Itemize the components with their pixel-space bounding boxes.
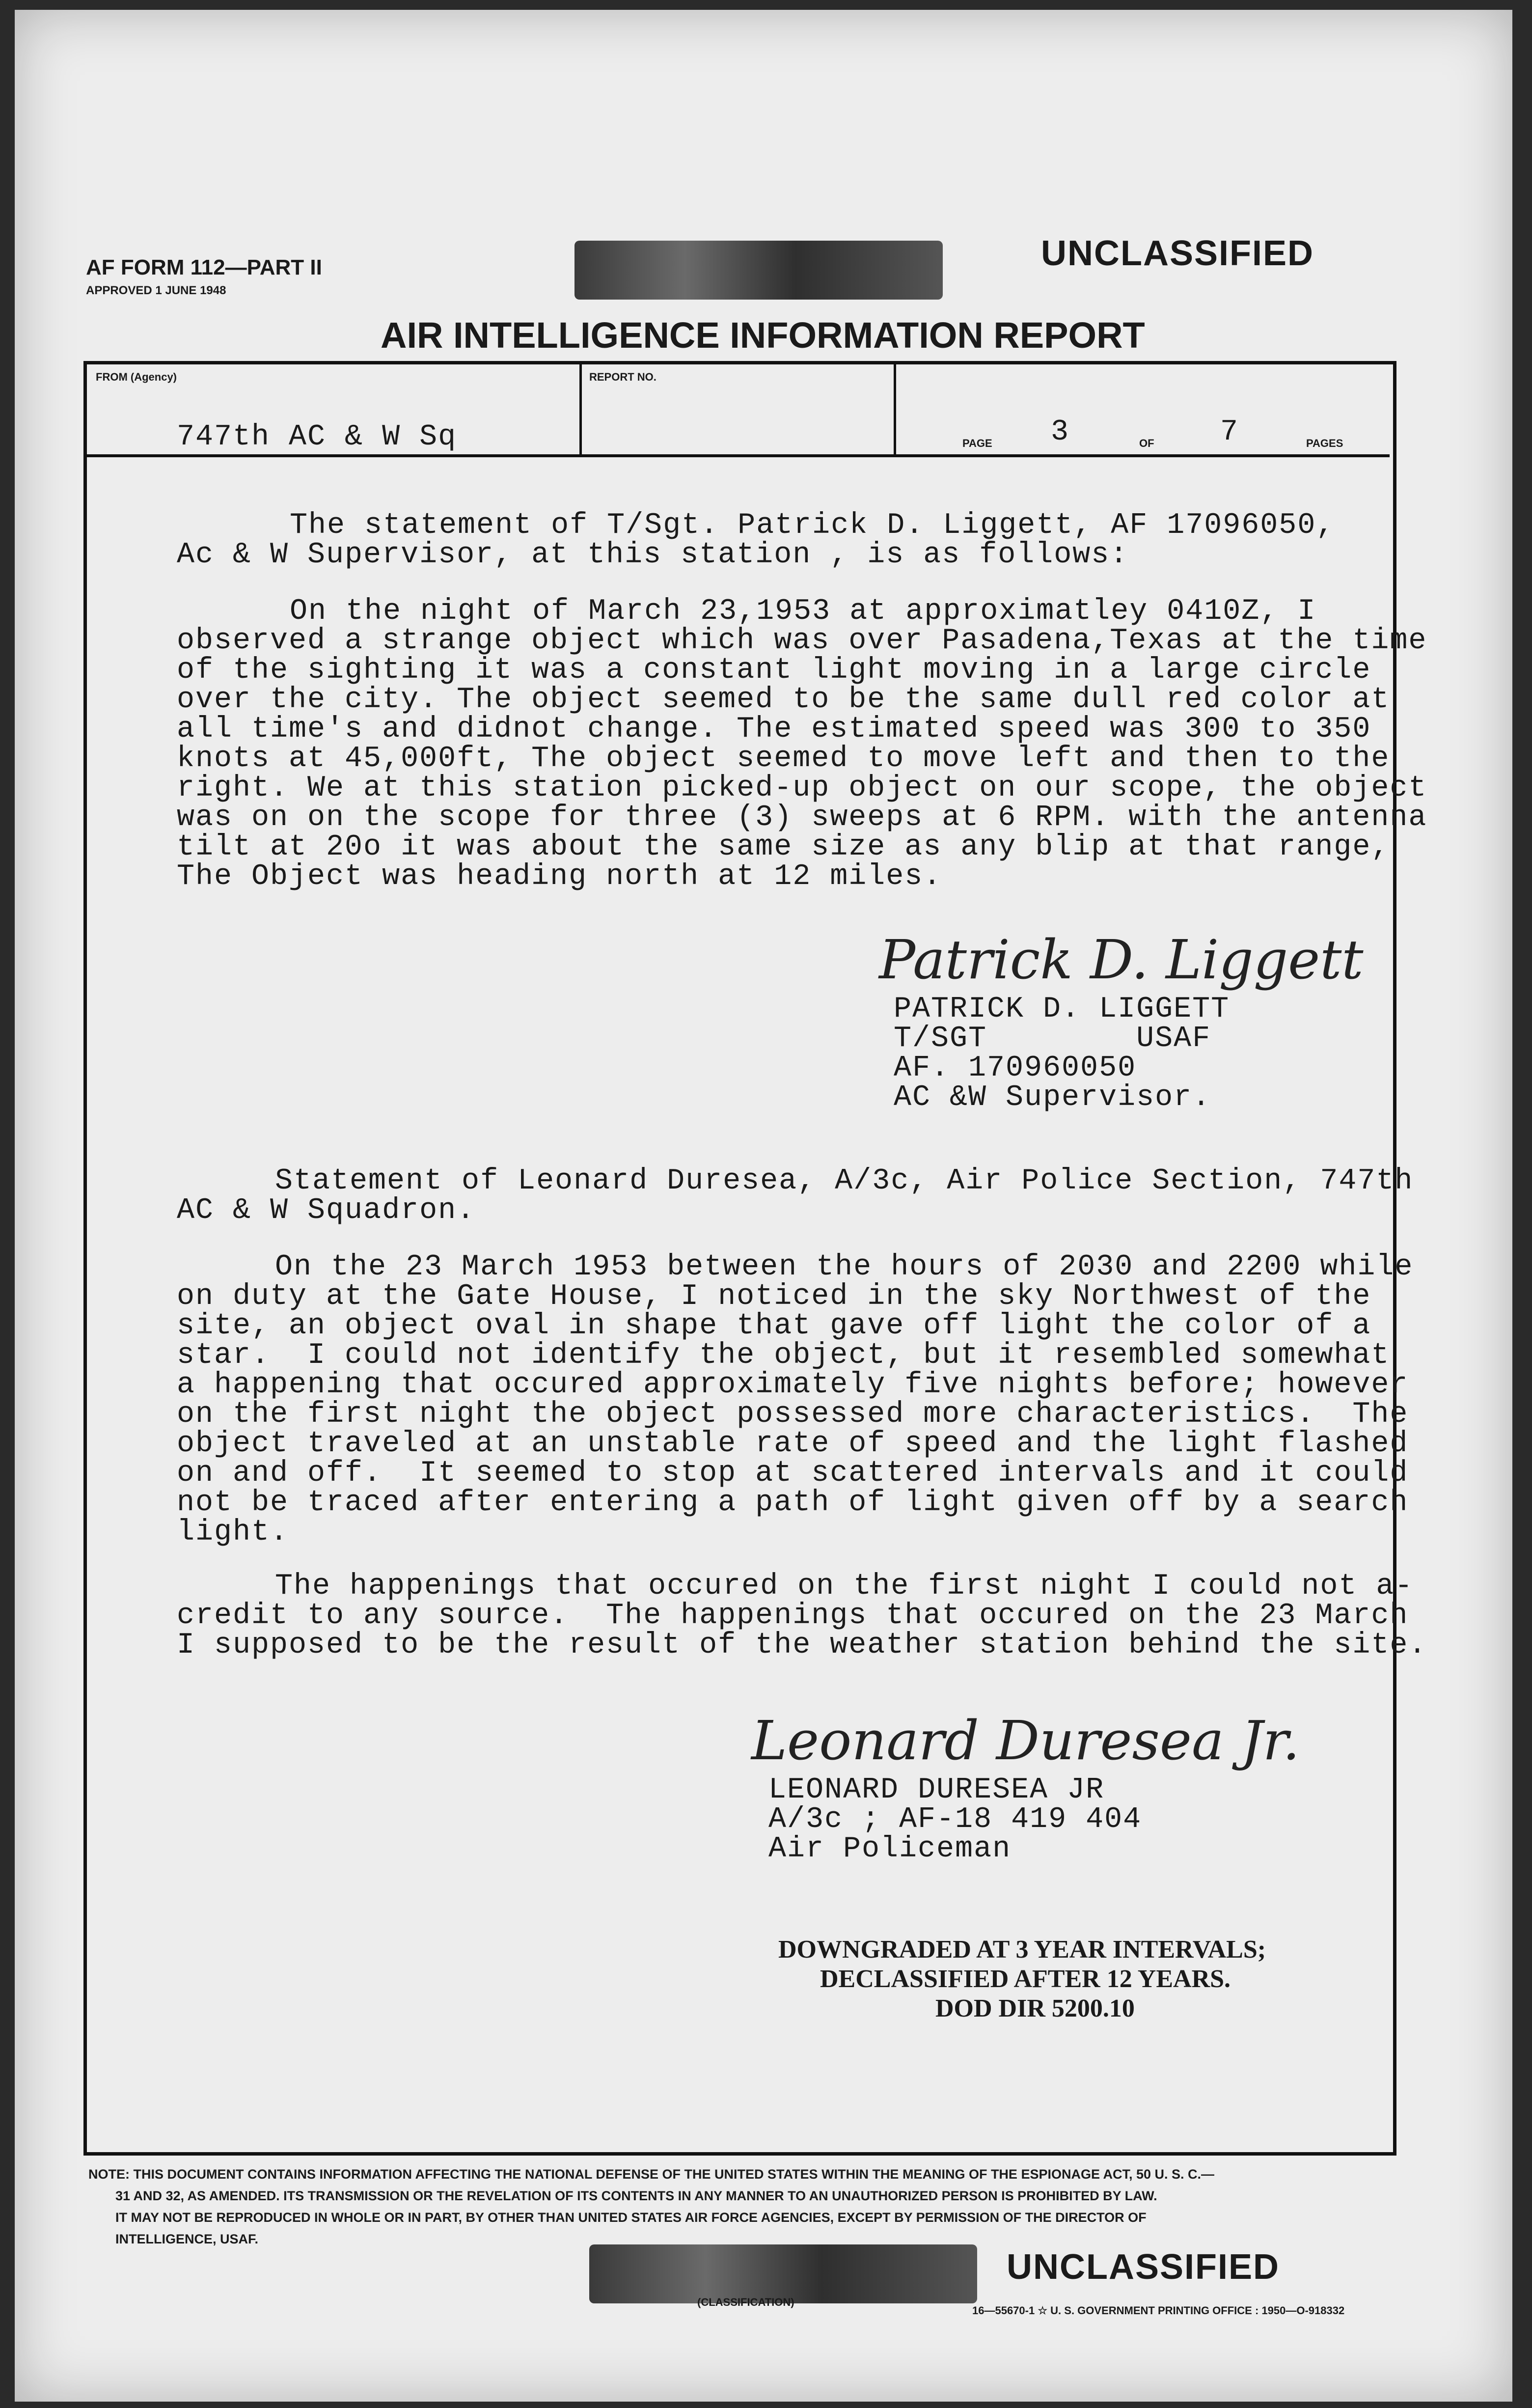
statement2-body-line: light. [177,1516,289,1549]
statement2-body-line: on duty at the Gate House, I noticed in the sky Northwest of the [177,1280,1371,1313]
statement2-intro-line: Statement of Leonard Duresea, A/3c, Air Police Section, 747th [275,1164,1414,1198]
statement2-body-line: not be traced after entering a path of light given off by a search [177,1486,1409,1520]
form-id: AF FORM 112—PART II [86,255,322,279]
document-page [15,10,1512,2402]
redacted-classification-stamp-bottom [589,2244,977,2303]
statement2-body-line: object traveled at an unstable rate of speed and the light flashed [177,1427,1409,1461]
statement2-body2-line: credit to any source. The happenings that occured on the 23 March [177,1599,1409,1633]
statement2-body-line: a happening that occured approximately five nights before; however [177,1368,1409,1402]
statement2-body-line: site, an object oval in shape that gave off light the color of a [177,1309,1371,1343]
redacted-classification-stamp [574,241,943,300]
statement1-body-line: over the city. The object seemed to be the same dull red color at [177,683,1390,717]
statement2-body2-line: The happenings that occured on the first night I could not a- [275,1570,1414,1603]
classification-top: UNCLASSIFIED [1041,234,1314,273]
statement1-body-line: was on on the scope for three (3) sweeps at 6 RPM. with the antenna [177,801,1427,834]
footer-note-line: INTELLIGENCE, USAF. [115,2232,259,2246]
statement1-body-line: of the sighting it was a constant light moving in a large circle [177,654,1371,687]
statement1-intro-line: Ac & W Supervisor, at this station , is as follows: [177,538,1129,572]
statement2-body-line: star. I could not identify the object, but it resembled somewhat [177,1339,1390,1372]
statement1-body-line: The Object was heading north at 12 miles. [177,860,942,893]
downgrade-stamp-line: DOWNGRADED AT 3 YEAR INTERVALS; [778,1936,1266,1964]
statement2-body2-line: I supposed to be the result of the weather station behind the site. [177,1629,1427,1662]
duresea-sig-block-line: Air Policeman [768,1832,1012,1866]
header-row-divider [87,454,1390,457]
printing-office-line: 16—55670-1 ☆ U. S. GOVERNMENT PRINTING OFFICE : 1950—O-918332 [972,2304,1345,2317]
from-value: 747th AC & W Sq [177,420,457,454]
statement1-body-line: right. We at this station picked-up object on our scope, the object [177,772,1427,805]
total-pages: 7 [1220,415,1239,449]
liggett-signature: Patrick D. Liggett [879,928,1364,991]
page-number: 3 [1051,415,1070,449]
liggett-sig-block-line: PATRICK D. LIGGETT [894,993,1230,1026]
statement1-intro-line: The statement of T/Sgt. Patrick D. Liggett, AF 17096050, [290,509,1335,542]
statement2-body-line: on and off. It seemed to stop at scattered intervals and it could [177,1457,1409,1490]
statement2-intro-line: AC & W Squadron. [177,1194,476,1227]
cell-divider [894,364,896,454]
of-label: OF [1139,437,1154,449]
statement1-body-line: On the night of March 23,1953 at approximatley 0410Z, I [290,595,1316,628]
statement2-body-line: On the 23 March 1953 between the hours of 2030 and 2200 while [275,1250,1414,1284]
statement1-body-line: tilt at 20o it was about the same size as any blip at that range, [177,830,1390,864]
footer-note-line: IT MAY NOT BE REPRODUCED IN WHOLE OR IN PART, BY OTHER THAN UNITED STATES AIR FORCE AGENCIES, EXCEPT BY PERMISSION OF THE DIRECTOR OF [115,2210,1147,2225]
statement1-body-line: knots at 45,000ft, The object seemed to move left and then to the [177,742,1390,775]
statement2-body-line: on the first night the object possessed more characteristics. The [177,1398,1409,1431]
liggett-sig-block-line: AC &W Supervisor. [894,1081,1211,1114]
duresea-sig-block-line: LEONARD DURESEA JR [768,1773,1105,1807]
liggett-sig-block-line: T/SGT USAF [894,1022,1211,1055]
downgrade-stamp-line: DECLASSIFIED AFTER 12 YEARS. [820,1965,1231,1993]
footer-note-line: 31 AND 32, AS AMENDED. ITS TRANSMISSION OR THE REVELATION OF ITS CONTENTS IN ANY MANNER TO AN UNAUTHORIZED PERSON IS PROHIBITED BY LAW. [115,2188,1157,2203]
classification-label: (CLASSIFICATION) [697,2296,794,2308]
report-no-label: REPORT NO. [589,371,657,383]
footer-note-line: NOTE: THIS DOCUMENT CONTAINS INFORMATION AFFECTING THE NATIONAL DEFENSE OF THE UNITED STATES WITHIN THE MEANING OF THE ESPIONAGE ACT, 50 U. S. C.— [88,2167,1215,2182]
statement1-body-line: observed a strange object which was over Pasadena,Texas at the time [177,624,1427,658]
duresea-sig-block-line: A/3c ; AF-18 419 404 [768,1803,1142,1836]
liggett-sig-block-line: AF. 170960050 [894,1052,1137,1085]
cell-divider [579,364,582,454]
downgrade-stamp-line: DOD DIR 5200.10 [935,1994,1135,2022]
duresea-signature: Leonard Duresea Jr. [751,1709,1300,1772]
pages-label: PAGES [1306,437,1343,449]
approved-date: APPROVED 1 JUNE 1948 [86,284,226,297]
report-title: AIR INTELLIGENCE INFORMATION REPORT [381,315,1145,356]
page-label: PAGE [962,437,992,449]
statement1-body-line: all time's and didnot change. The estimated speed was 300 to 350 [177,713,1371,746]
from-label: FROM (Agency) [96,371,177,383]
classification-bottom: UNCLASSIFIED [1007,2247,1280,2287]
